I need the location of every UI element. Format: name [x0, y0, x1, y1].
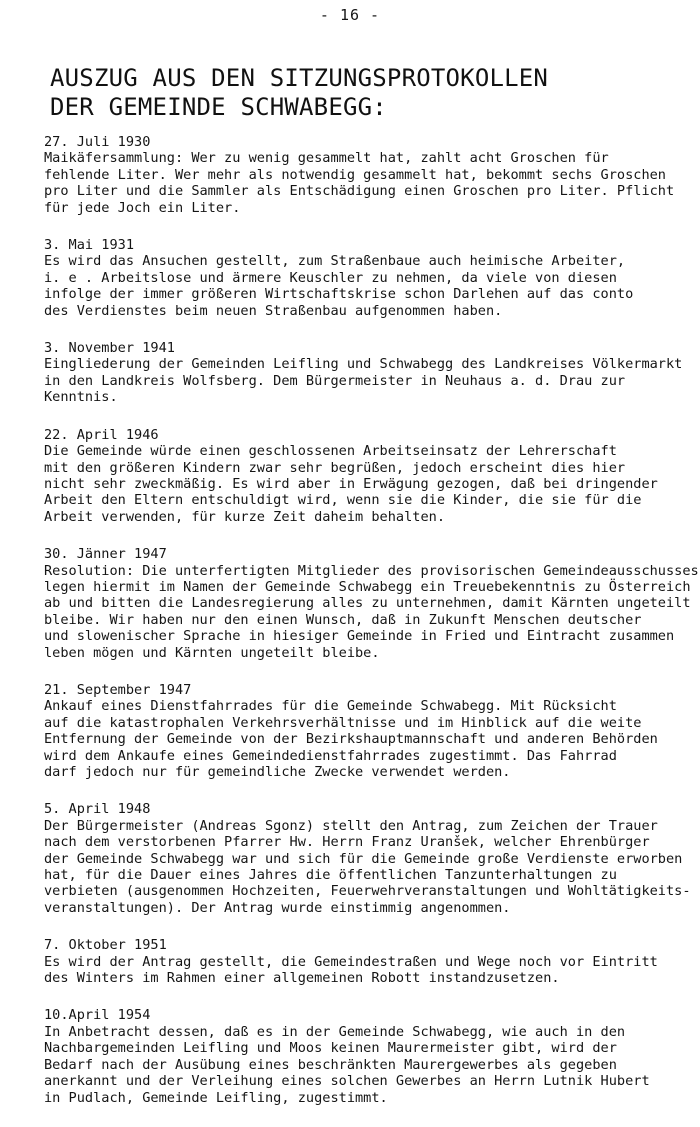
entry-text-line: für jede Joch ein Liter.	[44, 199, 241, 216]
entry-text-line: infolge der immer größeren Wirtschaftskrise schon Darlehen auf das conto	[44, 286, 634, 303]
entry-text-line: veranstaltungen). Der Antrag wurde einstimmig angenommen.	[44, 899, 511, 916]
entry-text-line: Die Gemeinde würde einen geschlossenen Arbeitseinsatz der Lehrerschaft	[44, 443, 617, 460]
entry-text-line: verbieten (ausgenommen Hochzeiten, Feuerwehrveranstaltungen und Wohltätigkeits-	[44, 883, 691, 900]
protocol-entry	[44, 340, 694, 406]
entry-text-line: In Anbetracht dessen, daß es in der Gemeinde Schwabegg, wie auch in den	[44, 1023, 626, 1040]
entry-text-line: in Pudlach, Gemeinde Leifling, zugestimmt.	[44, 1089, 388, 1106]
title-line-1: AUSZUG AUS DEN SITZUNGSPROTOKOLLEN	[50, 64, 549, 92]
page-number: - 16 -	[319, 6, 381, 24]
entry-text-line: der Gemeinde Schwabegg war und sich für die Gemeinde große Verdienste erworben	[44, 850, 683, 867]
entry-text-line: nach dem verstorbenen Pfarrer Hw. Herrn Franz Uranšek, welcher Ehrenbürger	[44, 834, 650, 851]
protocol-entry	[44, 427, 694, 525]
entry-text-line: Nachbargemeinden Leifling und Moos keinen Maurermeister gibt, wird der	[44, 1040, 617, 1057]
entry-text-line: anerkannt und der Verleihung eines solchen Gewerbes an Herrn Lutnik Hubert	[44, 1073, 650, 1090]
entry-text-line: hat, für die Dauer eines Jahres die öffentlichen Tanzunterhaltungen zu	[44, 867, 617, 884]
entry-text-line: Bedarf nach der Ausübung eines beschränkten Maurergewerbes als gegeben	[44, 1056, 617, 1073]
entry-date: 30. Jänner 1947	[44, 546, 167, 563]
entry-date: 3. Mai 1931	[44, 237, 135, 254]
entry-text-line: auf die katastrophalen Verkehrsverhältnisse und im Hinblick auf die weite	[44, 714, 642, 731]
entry-text-line: Entfernung der Gemeinde von der Bezirkshauptmannschaft und anderen Behörden	[44, 731, 658, 748]
entry-text-line: Arbeit verwenden, für kurze Zeit daheim behalten.	[44, 508, 446, 525]
protocol-entry	[44, 682, 694, 780]
entry-text-line: des Verdienstes beim neuen Straßenbau aufgenommen haben.	[44, 302, 503, 319]
protocol-entry	[44, 546, 699, 661]
protocol-entries	[44, 134, 699, 1127]
entry-text-line: mit den größeren Kindern zwar sehr begrüßen, jedoch erscheint dies hier	[44, 459, 626, 476]
entry-date: 27. Juli 1930	[44, 134, 151, 150]
entry-text-line: wird dem Ankaufe eines Gemeindedienstfahrrades zugestimmt. Das Fahrrad	[44, 747, 617, 764]
protocol-entry	[44, 134, 694, 216]
entry-date: 10.April 1954	[44, 1007, 151, 1024]
entry-text-line: Maikäfersammlung: Wer zu wenig gesammelt hat, zahlt acht Groschen für	[44, 150, 609, 167]
protocol-entry	[44, 237, 694, 319]
entry-text-line: Es wird der Antrag gestellt, die Gemeindestraßen und Wege noch vor Eintritt	[44, 953, 658, 970]
entry-text-line: Resolution: Die unterfertigten Mitglieder des provisorischen Gemeindeausschusses	[44, 562, 699, 579]
entry-date: 5. April 1948	[44, 801, 151, 818]
entry-text-line: nicht sehr zweckmäßig. Es wird aber in Erwägung gezogen, daß bei dringender	[44, 475, 658, 492]
entry-text-line: pro Liter und die Sammler als Entschädigung einen Groschen pro Liter. Pflicht	[44, 183, 675, 200]
entry-text-line: bleibe. Wir haben nur den einen Wunsch, daß in Zukunft Menschen deutscher	[44, 611, 642, 628]
entry-text-line: Ankauf eines Dienstfahrrades für die Gemeinde Schwabegg. Mit Rücksicht	[44, 698, 617, 715]
protocol-entry	[44, 937, 694, 986]
entry-date: 21. September 1947	[44, 681, 192, 698]
entry-date: 3. November 1941	[44, 340, 175, 357]
entry-text-line: fehlende Liter. Wer mehr als notwendig gesammelt hat, bekommt sechs Groschen	[44, 166, 666, 183]
entry-text-line: und slowenischer Sprache in hiesiger Gemeinde in Fried und Eintracht zusammen	[44, 628, 675, 645]
protocol-entry	[44, 1007, 694, 1105]
entry-text-line: legen hiermit im Namen der Gemeinde Schwabegg ein Treuebekenntnis zu Österreich	[44, 578, 691, 595]
entry-text-line: Der Bürgermeister (Andreas Sgonz) stellt den Antrag, zum Zeichen der Trauer	[44, 817, 658, 834]
document-title	[50, 64, 548, 122]
entry-date: 22. April 1946	[44, 426, 159, 443]
entry-text-line: i. e . Arbeitslose und ärmere Keuschler zu nehmen, da viele von diesen	[44, 269, 617, 286]
entry-text-line: des Winters im Rahmen einer allgemeinen Robott instandzusetzen.	[44, 970, 560, 987]
entry-text-line: in den Landkreis Wolfsberg. Dem Bürgermeister in Neuhaus a. d. Drau zur	[44, 372, 626, 389]
entry-text-line: Es wird das Ansuchen gestellt, zum Straßenbaue auch heimische Arbeiter,	[44, 253, 626, 270]
entry-text-line: ab und bitten die Landesregierung alles zu unternehmen, damit Kärnten ungeteilt	[44, 595, 691, 612]
entry-date: 7. Oktober 1951	[44, 937, 167, 954]
entry-text-line: Eingliederung der Gemeinden Leifling und Schwabegg des Landkreises Völkermarkt	[44, 356, 683, 373]
title-line-2: DER GEMEINDE SCHWABEGG:	[50, 93, 387, 121]
entry-text-line: Kenntnis.	[44, 389, 118, 406]
entry-text-line: darf jedoch nur für gemeindliche Zwecke verwendet werden.	[44, 764, 511, 780]
protocol-entry	[44, 801, 694, 916]
entry-text-line: leben mögen und Kärnten ungeteilt bleibe.	[44, 644, 380, 661]
entry-text-line: Arbeit den Eltern entschuldigt wird, wenn sie die Kinder, die sie für die	[44, 492, 642, 509]
